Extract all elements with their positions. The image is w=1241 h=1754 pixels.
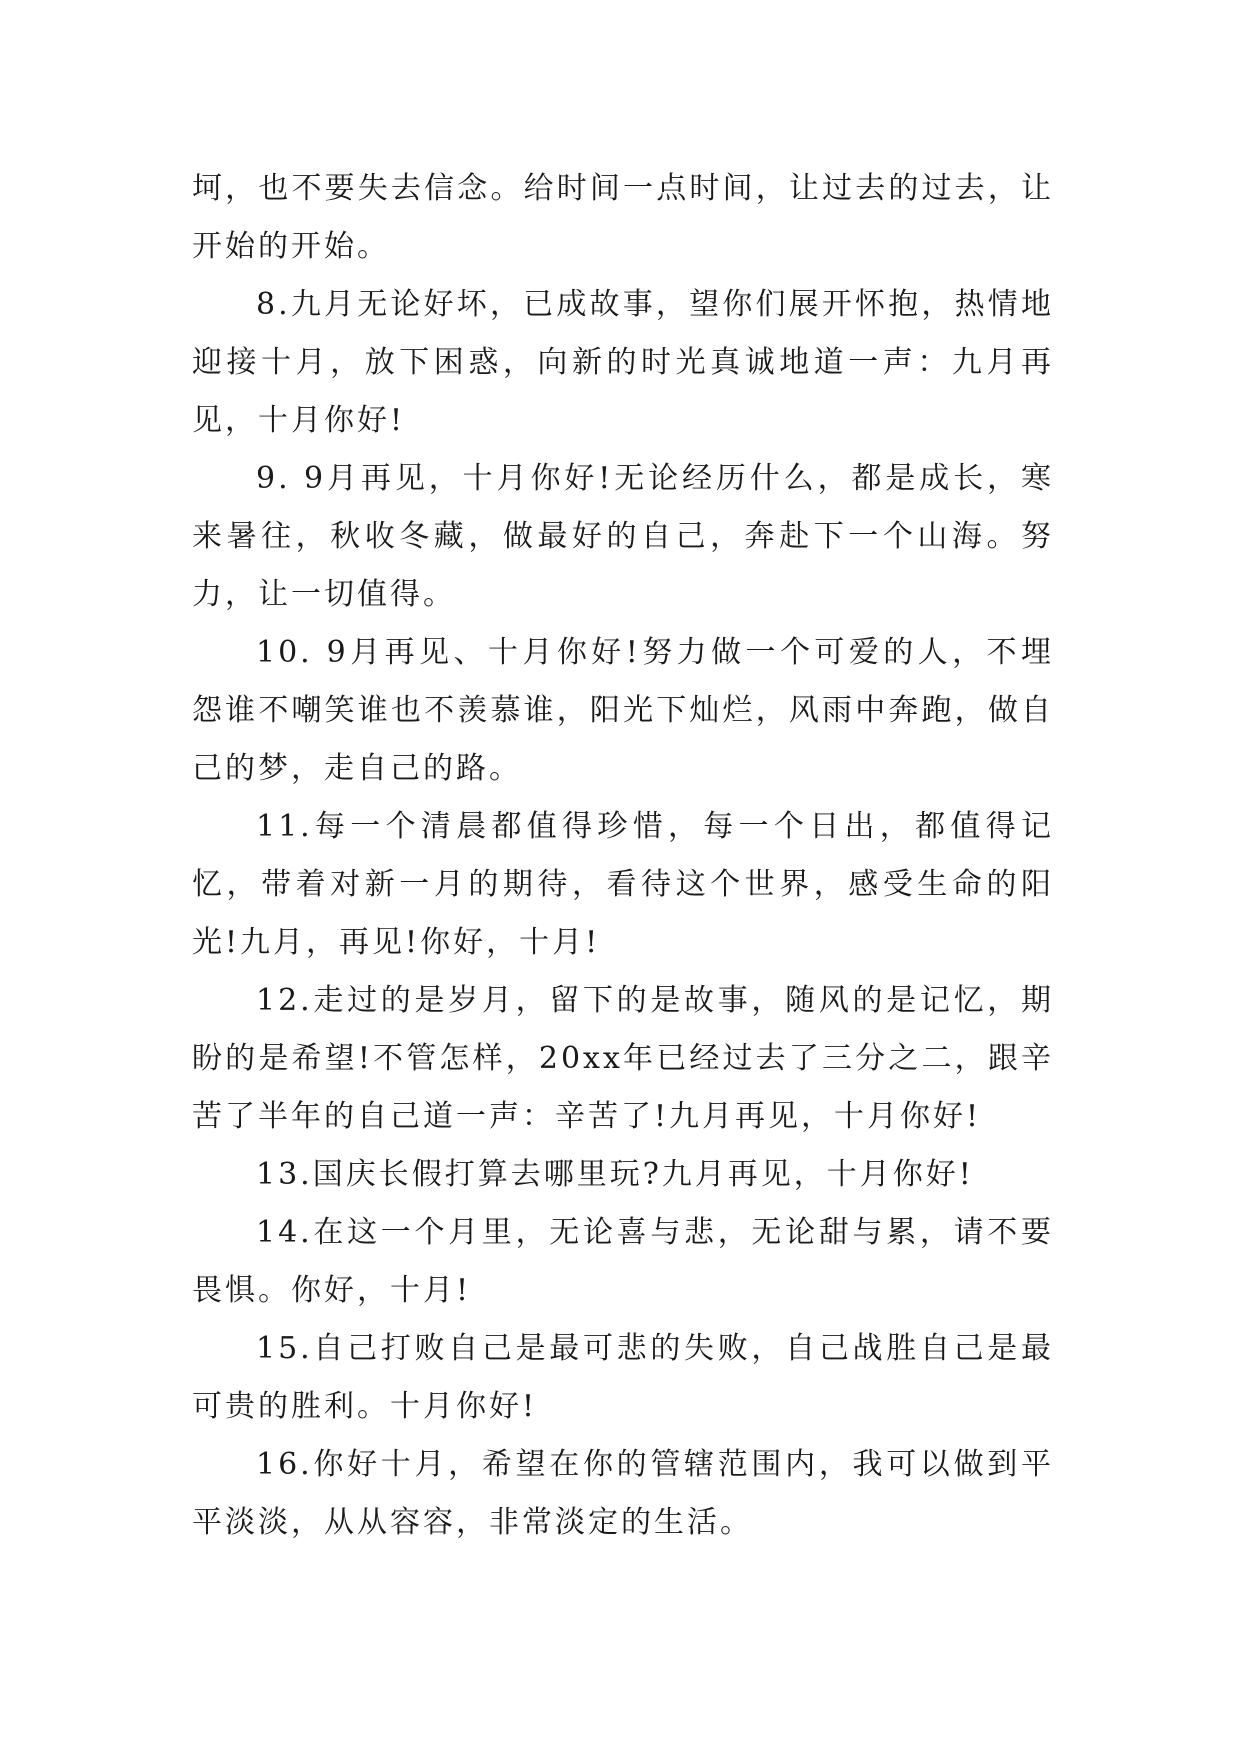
paragraph-item-9: 9. 9月再见，十月你好!无论经历什么，都是成长，寒来暑往，秋收冬藏，做最好的自己，奔赴下一个山海。努力，让一切值得。 bbox=[192, 461, 1054, 612]
paragraph-item-10: 10. 9月再见、十月你好!努力做一个可爱的人，不埋怨谁不嘲笑谁也不羡慕谁，阳光下灿烂，风雨中奔跑，做自己的梦，走自己的路。 bbox=[192, 635, 1054, 786]
document-body bbox=[192, 160, 1054, 1552]
paragraph-continued: 坷，也不要失去信念。给时间一点时间，让过去的过去，让开始的开始。 bbox=[192, 171, 1054, 264]
paragraph-item-16: 16.你好十月，希望在你的管辖范围内，我可以做到平平淡淡，从从容容，非常淡定的生活。 bbox=[192, 1447, 1054, 1540]
paragraph-item-14: 14.在这一个月里，无论喜与悲，无论甜与累，请不要畏惧。你好，十月! bbox=[192, 1215, 1054, 1308]
paragraph-item-12: 12.走过的是岁月，留下的是故事，随风的是记忆，期盼的是希望!不管怎样，20xx年已经过去了三分之二，跟辛苦了半年的自己道一声：辛苦了!九月再见，十月你好! bbox=[192, 983, 1054, 1134]
paragraph-item-13: 13.国庆长假打算去哪里玩?九月再见，十月你好! bbox=[256, 1157, 974, 1192]
paragraph-item-8: 8.九月无论好坏，已成故事，望你们展开怀抱，热情地迎接十月，放下困惑，向新的时光真诚地道一声：九月再见，十月你好! bbox=[192, 287, 1054, 438]
paragraph-item-11: 11.每一个清晨都值得珍惜，每一个日出，都值得记忆，带着对新一月的期待，看待这个世界，感受生命的阳光!九月，再见!你好，十月! bbox=[192, 809, 1054, 960]
paragraph-item-15: 15.自己打败自己是最可悲的失败，自己战胜自己是最可贵的胜利。十月你好! bbox=[192, 1331, 1054, 1424]
